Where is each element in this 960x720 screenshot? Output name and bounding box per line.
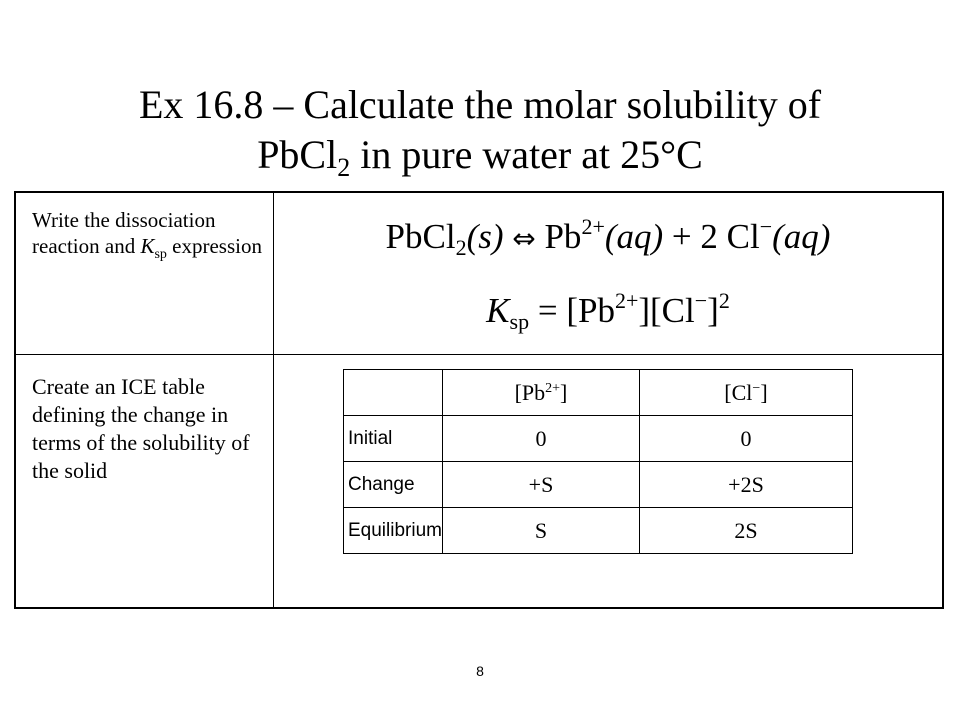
step-1-text: Write the dissociation reaction and bbox=[32, 208, 216, 258]
ice-header-cl: [Cl−] bbox=[639, 370, 852, 416]
cation-formula: Pb bbox=[535, 217, 582, 256]
ice-cell-cl: 2S bbox=[639, 508, 852, 554]
ice-row-change bbox=[344, 462, 853, 508]
title-line-2 bbox=[0, 130, 960, 180]
anion-formula: + 2 Cl bbox=[663, 217, 760, 256]
ice-cell-cl: +2S bbox=[639, 462, 852, 508]
ksp-rhs-close: ] bbox=[707, 291, 719, 330]
ksp-subscript: sp bbox=[509, 309, 530, 334]
ice-header-cl-label: [Cl bbox=[724, 379, 753, 405]
ice-header-pb-charge: 2+ bbox=[545, 380, 561, 396]
slide-title bbox=[0, 80, 960, 180]
ksp-exponent: 2 bbox=[718, 288, 730, 313]
ice-row-label: Initial bbox=[344, 416, 443, 462]
step-1-text-end: expression bbox=[166, 234, 262, 258]
anion-charge: − bbox=[759, 214, 773, 239]
ksp-rhs-cl: ][Cl bbox=[638, 291, 695, 330]
page-number: 8 bbox=[476, 663, 484, 679]
dissociation-equation bbox=[274, 215, 942, 261]
ice-cell-pb: +S bbox=[442, 462, 639, 508]
ksp-symbol: K bbox=[486, 291, 510, 330]
ksp-pb-charge: 2+ bbox=[614, 288, 639, 313]
ice-row-label: Equilibrium bbox=[344, 508, 443, 554]
reactant-state: (s) bbox=[466, 217, 504, 256]
equilibrium-arrow-icon: ⇔ bbox=[512, 222, 536, 255]
ice-header-cl-charge: − bbox=[752, 380, 761, 396]
ice-header-pb: $[Pb^{2+}]$ bbox=[442, 370, 639, 416]
ice-row-equilibrium bbox=[344, 508, 853, 554]
ice-cell-pb: S bbox=[442, 508, 639, 554]
title-line-1: Ex 16.8 – Calculate the molar solubility of bbox=[138, 82, 822, 127]
step-1-k-subscript: sp bbox=[154, 247, 167, 263]
ice-row-label: Change bbox=[344, 462, 443, 508]
step-2-description: Create an ICE table defining the change in terms of the solubility of the solid bbox=[32, 374, 250, 483]
title-formula: PbCl bbox=[257, 132, 338, 177]
ice-header-row bbox=[344, 370, 853, 416]
ice-header-blank bbox=[344, 370, 443, 416]
row-divider bbox=[16, 354, 942, 355]
reactant-subscript: 2 bbox=[455, 235, 467, 260]
ice-cell-cl: 0 bbox=[639, 416, 852, 462]
solution-table bbox=[14, 191, 944, 609]
title-formula-subscript: 2 bbox=[337, 153, 351, 182]
ice-table bbox=[343, 369, 853, 554]
ice-cell-pb: 0 bbox=[442, 416, 639, 462]
step-1-description bbox=[32, 207, 270, 268]
cation-state: (aq) bbox=[604, 217, 664, 256]
ice-header-pb-label: [Pb bbox=[514, 379, 546, 405]
ksp-cl-charge: − bbox=[694, 288, 708, 313]
cation-charge: 2+ bbox=[581, 214, 605, 239]
reactant-formula: PbCl bbox=[385, 217, 456, 256]
ice-row-initial bbox=[344, 416, 853, 462]
ksp-rhs-pb: = [Pb bbox=[529, 291, 615, 330]
step-1-k-symbol: K bbox=[140, 234, 155, 258]
anion-state: (aq) bbox=[772, 217, 831, 256]
title-suffix: in pure water at 25°C bbox=[350, 132, 703, 177]
ksp-expression bbox=[274, 289, 942, 333]
